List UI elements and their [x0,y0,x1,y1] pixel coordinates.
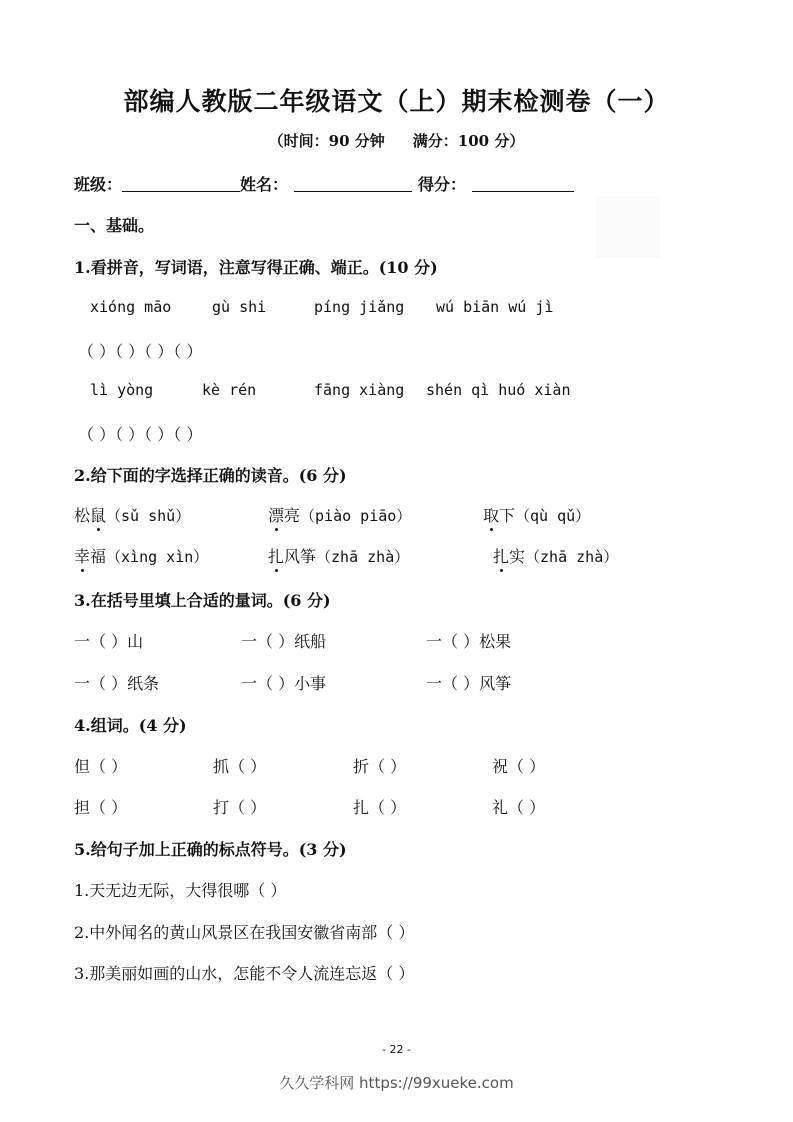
q2-item-4[interactable] [74,544,208,567]
q2-item-4-text: 福 [90,547,107,566]
q2-item-1-text: 松 [74,506,91,525]
q2-item-5-target-char: 扎 [268,547,285,566]
faint-stamp-box [596,196,660,258]
q4-item-4[interactable]: 祝（ ） [492,757,546,776]
q1-pinyin-3: píng jiǎng [314,298,405,316]
q2-item-2[interactable] [268,503,411,526]
q4-item-5[interactable]: 担（ ） [74,798,128,817]
q3-item-4[interactable]: 一（ ）纸条 [74,674,160,693]
q5-item-1[interactable]: 1.天无边无际，大得很哪（ ） [74,881,287,900]
score-blank[interactable] [472,175,574,192]
q4-item-2[interactable]: 抓（ ） [213,757,267,776]
q1-pinyin-6: kè rén [202,381,257,399]
q4-item-8[interactable]: 礼（ ） [492,798,546,817]
q2-item-5-text: 风筝 [284,547,317,566]
q1-pinyin-2: gù shi [212,298,267,316]
score-label: 得分： [418,175,467,194]
q4-item-3[interactable]: 折（ ） [353,757,407,776]
q2-item-2-target-char: 漂 [268,506,285,525]
name-label: 姓名： [240,175,289,194]
class-label: 班级： [74,175,123,194]
q1-answer-row-2[interactable]: （ ）（ ）（ ）（ ） [78,425,203,444]
q4-item-7[interactable]: 扎（ ） [353,798,407,817]
student-info-row [74,172,574,195]
name-blank[interactable] [294,175,412,192]
q3-item-5[interactable]: 一（ ）小事 [241,674,327,693]
q5-heading: 5.给句子加上正确的标点符号。(3 分) [74,840,347,859]
q2-item-4-target-char: 幸 [74,547,91,566]
q2-heading: 2.给下面的字选择正确的读音。(6 分) [74,466,347,485]
q1-heading: 1.看拼音，写词语，注意写得正确、端正。(10 分) [74,258,438,277]
q1-pinyin-5: lì yòng [90,381,154,399]
q3-item-6[interactable]: 一（ ）风筝 [426,674,512,693]
q5-item-3[interactable]: 3.那美丽如画的山水，怎能不令人流连忘返（ ） [74,964,415,983]
q2-item-6-text: 实 [509,547,526,566]
q3-item-2[interactable]: 一（ ）纸船 [241,632,327,651]
q4-item-1[interactable]: 但（ ） [74,757,128,776]
exam-time: （时间：90 分钟 [268,132,385,150]
q2-item-3-text: 下 [499,506,516,525]
exam-total-score: 满分：100 分） [412,132,525,150]
page-number: - 22 - [382,1043,411,1056]
class-blank[interactable] [122,175,240,192]
q2-item-3[interactable] [483,503,590,526]
q2-item-3-target-char: 取 [483,506,500,525]
q3-heading: 3.在括号里填上合适的量词。(6 分) [74,591,331,610]
q2-item-1-target-char: 鼠 [90,506,107,525]
q1-pinyin-1: xióng māo [90,298,172,316]
q2-item-2-options: （piào piāo） [300,507,412,525]
q2-item-1[interactable] [74,503,190,526]
q2-item-4-options: （xìng xìn） [106,548,209,566]
q2-item-1-options: （sǔ shǔ） [106,507,191,525]
q1-pinyin-4: wú biān wú jì [436,298,554,316]
q2-item-6-options: （zhā zhà） [525,548,619,566]
exam-meta [0,130,793,151]
q3-item-3[interactable]: 一（ ）松果 [426,632,512,651]
q3-item-1[interactable]: 一（ ）山 [74,632,144,651]
part1-heading: 一、基础。 [74,216,155,235]
q2-item-5[interactable] [268,544,409,567]
q4-heading: 4.组词。(4 分) [74,716,187,735]
q4-item-6[interactable]: 打（ ） [213,798,267,817]
q2-item-6-target-char: 扎 [493,547,510,566]
q1-pinyin-7: fāng xiàng [314,381,405,399]
q2-item-2-text: 亮 [284,506,301,525]
q5-item-2[interactable]: 2.中外闻名的黄山风景区在我国安徽省南部（ ） [74,923,415,942]
q2-item-5-options: （zhā zhà） [316,548,410,566]
page-title: 部编人教版二年级语文（上）期末检测卷（一） [123,87,670,116]
q2-item-6[interactable] [493,544,618,567]
q2-item-3-options: （qù qǔ） [515,507,591,525]
q1-answer-row-1[interactable]: （ ）（ ）（ ）（ ） [78,342,203,361]
footer-watermark: 久久学科网 https://99xueke.com [279,1074,514,1092]
q1-pinyin-8: shén qì huó xiàn [426,381,571,399]
